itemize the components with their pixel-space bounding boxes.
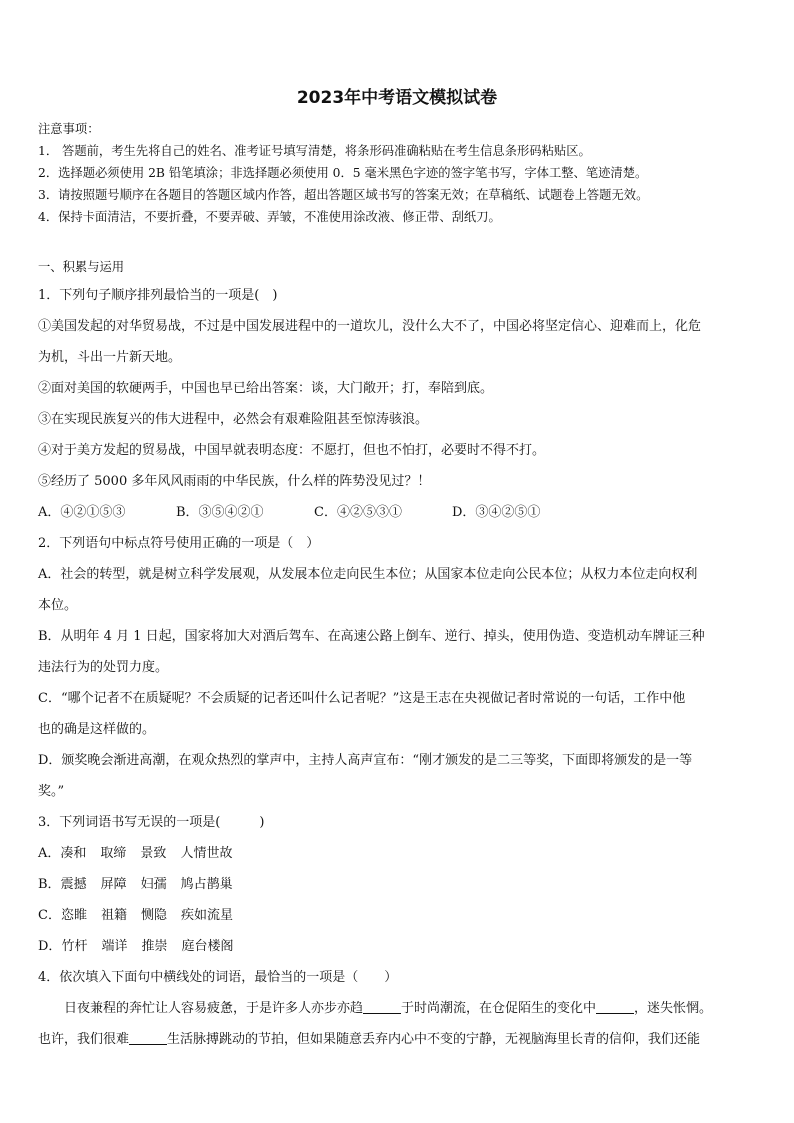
option-label: A． [38,846,61,861]
word: 人情世故 [180,846,233,861]
sentence-1: ①美国发起的对华贸易战，不过是中国发展进程中的一道坎儿，没什么大不了，中国必将坚定信心、迎难而上，化危 [38,319,702,334]
option-a[interactable]: A．④②①⑤③ [38,505,126,520]
option-c-cont: 也的确是这样做的。 [38,722,156,737]
option-a[interactable] [38,838,756,869]
notice-item: 1． 答题前，考生先将自己的姓名、准考证号填写清楚，将条形码准确粘贴在考生信息条形码粘贴区。 [38,144,591,158]
sentence-5: ⑤经历了 5000 多年风风雨雨的中华民族，什么样的阵势没见过？！ [38,474,431,489]
option-c[interactable]: C．④②⑤③① [314,505,402,520]
word: 竹杆 [61,939,88,954]
notice-heading: 注意事项： [38,122,100,136]
word: 景致 [140,846,167,861]
word: 鸠占鹊巢 [180,877,233,892]
word: 疾如流星 [181,908,234,923]
sentence-1-cont: 为机，斗出一片新天地。 [38,350,182,365]
fill-blank[interactable] [596,999,634,1014]
fill-blank[interactable] [129,1030,167,1045]
question-stem: 4．依次填入下面句中横线处的词语，最恰当的一项是（ ） [38,970,398,985]
option-b[interactable]: B．③⑤④②① [176,505,264,520]
sentence-3: ③在实现民族复兴的伟大进程中，必然会有艰难险阻甚至惊涛骇浪。 [38,412,429,427]
fill-blank[interactable] [363,999,401,1014]
option-b[interactable]: B．从明年 4 月 1 日起，国家将加大对酒后驾车、在高速公路上倒车、逆行、掉头，使用伪造、变造机动车牌证三种 [38,629,705,644]
option-c[interactable] [38,900,756,931]
word: 屏障 [100,877,127,892]
word: 端详 [101,939,128,954]
word: 庭台楼阁 [181,939,234,954]
question-stem: 2．下列语句中标点符号使用正确的一项是（ ） [38,536,320,551]
option-d[interactable]: D．颁奖晚会渐进高潮，在观众热烈的掌声中，主持人高声宣布：“刚才颁发的是二三等奖，下面即将颁发的是一等 [38,753,693,768]
option-d[interactable]: D．③④②⑤① [452,505,541,520]
passage-line: 日夜兼程的奔忙让人容易疲惫，于是许多人亦步亦趋 于时尚潮流，在仓促陌生的变化中 ，迷失怅惘。 [64,1001,713,1016]
option-label: C． [38,908,61,923]
word: 恣睢 [60,908,87,923]
sentence-2: ②面对美国的软硬两手，中国也早已给出答案：谈，大门敞开；打，奉陪到底。 [38,381,494,396]
option-label: D． [38,939,62,954]
section-title: 一、积累与运用 [38,260,125,274]
option-b-cont: 违法行为的处罚力度。 [38,660,169,675]
question-4 [38,962,756,1055]
word: 妇孺 [140,877,167,892]
answer-options [38,497,756,528]
option-a[interactable]: A．社会的转型，就是树立科学发展观，从发展本位走向民生本位；从国家本位走向公民本位；从权力本位走向权利 [38,567,698,582]
notice-block [38,118,756,228]
question-3 [38,807,756,962]
question-2 [38,528,756,807]
option-d[interactable] [38,931,756,962]
notice-item: 4．保持卡面清洁，不要折叠，不要弄破、弄皱，不准使用涂改液、修正带、刮纸刀。 [38,210,501,224]
word: 凑和 [60,846,87,861]
word: 恻隐 [140,908,167,923]
question-1 [38,280,756,528]
word: 祖籍 [100,908,127,923]
word: 推崇 [141,939,168,954]
option-c[interactable]: C．“哪个记者不在质疑呢？不会质疑的记者还叫什么记者呢？”这是王志在央视做记者时常说的一句话，工作中他 [38,691,686,706]
question-stem: 1．下列句子顺序排列最恰当的一项是( ) [38,288,278,303]
word: 震撼 [60,877,87,892]
notice-item: 3．请按照题号顺序在各题目的答题区域内作答，超出答题区域书写的答案无效；在草稿纸、试题卷上答题无效。 [38,188,649,202]
option-label: B． [38,877,61,892]
word: 取缔 [100,846,127,861]
option-b[interactable] [38,869,756,900]
option-a-cont: 本位。 [38,598,78,613]
page-title: 2023年中考语文模拟试卷 [296,88,498,108]
question-stem: 3．下列词语书写无误的一项是( ) [38,815,265,830]
exam-page [38,86,756,1055]
passage-line: 也许，我们很难 生活脉搏跳动的节拍，但如果随意丢弃内心中不变的宁静，无视脑海里长青的信仰，我们还能 [38,1032,701,1047]
notice-item: 2．选择题必须使用 2B 铅笔填涂；非选择题必须使用 0．5 毫米黑色字迹的签字笔书写，字体工整、笔迹清楚。 [38,166,648,180]
option-d-cont: 奖。” [38,784,65,799]
sentence-4: ④对于美方发起的贸易战，中国早就表明态度：不愿打，但也不怕打，必要时不得不打。 [38,443,546,458]
